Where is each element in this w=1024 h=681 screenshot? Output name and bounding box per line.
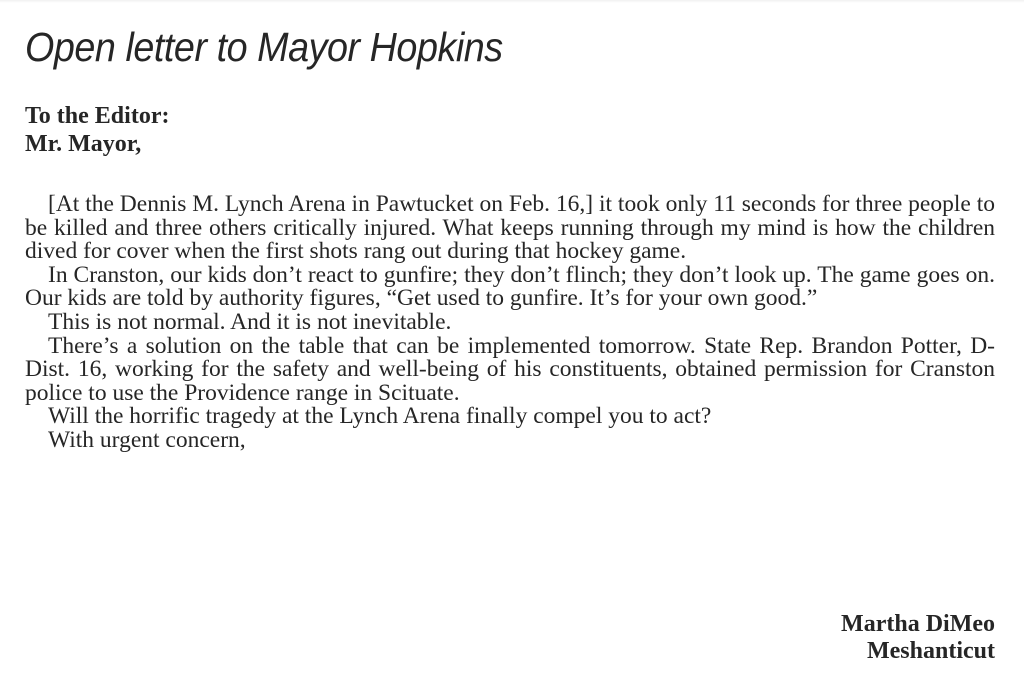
author-location: Meshanticut — [867, 638, 995, 664]
body-paragraph-2: In Cranston, our kids don’t react to gunfire; they don’t flinch; they don’t look up. The game goes on. Our kids are told by authority figures, “Get used to gunfire. It’s for your own good.” — [25, 261, 995, 312]
top-edge-shadow — [0, 0, 1024, 3]
author-name: Martha DiMeo — [841, 611, 995, 637]
salutation-editor: To the Editor: — [25, 103, 170, 129]
body-paragraph-4: There’s a solution on the table that can be implemented tomorrow. State Rep. Brandon Potter, D-Dist. 16, working for the safety and well-being of his constituents, obtained permission for Cranston police to use the Providence range in Scituate. — [25, 332, 995, 406]
body-paragraph-1: [At the Dennis M. Lynch Arena in Pawtucket on Feb. 16,] it took only 11 seconds for three people to be killed and three others critically injured. What keeps running through my mind is how the children dived for cover when the first shots rang out during that hockey game. — [25, 191, 995, 265]
body-paragraph-5: Will the horrific tragedy at the Lynch Arena finally compel you to act? — [48, 403, 712, 430]
letter-title: Open letter to Mayor Hopkins — [25, 24, 503, 70]
letter-body — [25, 193, 995, 453]
body-paragraph-3: This is not normal. And it is not inevitable. — [48, 308, 452, 335]
salutation-block — [25, 102, 169, 158]
signature-block — [841, 611, 995, 665]
salutation-mayor: Mr. Mayor, — [25, 131, 142, 157]
closing-line: With urgent concern, — [48, 426, 246, 453]
